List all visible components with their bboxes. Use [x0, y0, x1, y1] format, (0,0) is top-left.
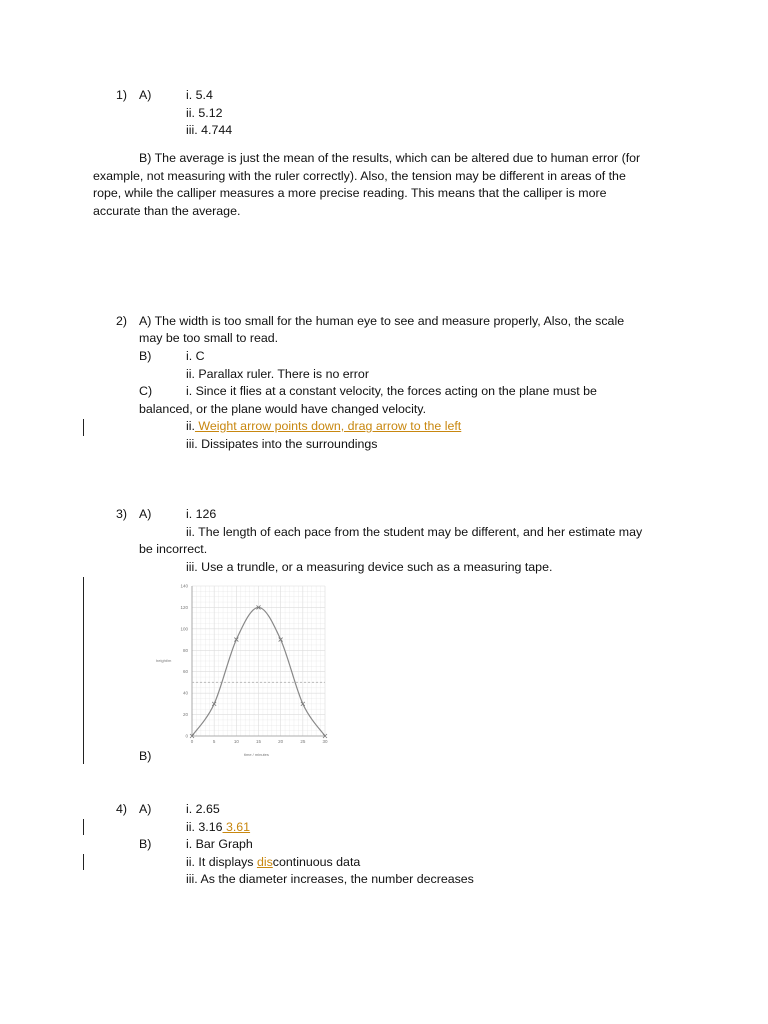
y-tick-label: 140: [180, 583, 188, 589]
q3-a-ii-line: be incorrect.: [139, 542, 208, 556]
q1-b-line: rope, while the calliper measures a more precise reading. This means that the calliper is more: [93, 186, 607, 200]
q4-a-ii: [186, 819, 250, 836]
q4-a-label: A): [139, 802, 152, 816]
y-tick-label: 20: [182, 712, 188, 718]
x-tick-label: 10: [233, 739, 239, 744]
q4-b-ii-suffix: continuous data: [272, 855, 361, 869]
x-tick-label: 15: [255, 739, 262, 744]
y-tick-label: 120: [180, 604, 188, 610]
q4-b-iii: iii. As the diameter increases, the number decreases: [186, 872, 474, 886]
q3-a-iii: iii. Use a trundle, or a measuring device such as a measuring tape.: [186, 560, 553, 574]
q1-number: 1): [116, 88, 128, 102]
q2-a-line: may be too small to read.: [139, 331, 279, 345]
y-tick-label: 80: [182, 647, 188, 653]
q4-b-ii-prefix: ii. It displays: [186, 855, 257, 869]
q4-a-ii-prefix: ii. 3.16: [186, 820, 223, 834]
q1-b-line: example, not measuring with the ruler correctly). Also, the tension may be different in areas of the: [93, 169, 626, 183]
chart-grid: [192, 586, 325, 736]
y-tick-label: 40: [182, 690, 188, 696]
change-bar: [83, 854, 84, 870]
q3-number: 3): [116, 507, 128, 521]
q4-number: 4): [116, 802, 128, 816]
y-tick-label: 60: [182, 669, 188, 675]
y-tick-label: 0: [185, 733, 188, 739]
change-bar: [83, 577, 84, 764]
q1-a-ii: ii. 5.12: [186, 106, 223, 120]
tracked-insertion: 3.61: [222, 820, 251, 834]
q2-c-i-line: i. Since it flies at a constant velocity, the forces acting on the plane must be: [186, 384, 597, 398]
height-time-chart: [152, 578, 332, 760]
tracked-insertion: Weight arrow points down, drag arrow to the left: [194, 419, 462, 433]
q3-b-label: B): [139, 749, 152, 763]
q1-a-label: A): [139, 88, 152, 102]
q4-a-i: i. 2.65: [186, 802, 220, 816]
q2-c-i-line: balanced, or the plane would have changed velocity.: [139, 402, 427, 416]
x-axis-label: time / minutes: [244, 752, 269, 757]
q4-b-label: B): [139, 837, 152, 851]
q2-c-iii: iii. Dissipates into the surroundings: [186, 437, 378, 451]
q2-b-ii: ii. Parallax ruler. There is no error: [186, 367, 369, 381]
q2-b-i: i. C: [186, 349, 205, 363]
y-axis-label: height/m: [156, 658, 172, 663]
x-tick-label: 0: [190, 739, 194, 744]
q1-b-line: accurate than the average.: [93, 204, 241, 218]
change-bar: [83, 419, 84, 436]
x-tick-label: 20: [278, 739, 284, 744]
x-tick-label: 25: [300, 739, 306, 744]
q3-a-label: A): [139, 507, 152, 521]
q2-b-label: B): [139, 349, 152, 363]
q1-a-i: i. 5.4: [186, 88, 213, 102]
q1-a-iii: iii. 4.744: [186, 123, 233, 137]
q2-number: 2): [116, 314, 128, 328]
x-tick-label: 5: [212, 739, 216, 744]
tracked-insertion: dis: [256, 855, 273, 869]
change-bar: [83, 819, 84, 835]
q4-b-ii: [186, 854, 360, 871]
q4-b-i: i. Bar Graph: [186, 837, 253, 851]
q2-c-label: C): [139, 384, 153, 398]
x-tick-label: 30: [322, 739, 328, 744]
q3-a-i: i. 126: [186, 507, 217, 521]
q2-c-ii: [186, 418, 461, 435]
q1-b-line: B) The average is just the mean of the results, which can be altered due to human error (for: [139, 151, 641, 165]
q2-c-ii-prefix: ii.: [186, 419, 195, 433]
q2-a-line: A) The width is too small for the human eye to see and measure properly, Also, the scale: [139, 314, 625, 328]
q3-a-ii-line: ii. The length of each pace from the student may be different, and her estimate may: [186, 525, 643, 539]
y-tick-label: 100: [180, 626, 188, 632]
